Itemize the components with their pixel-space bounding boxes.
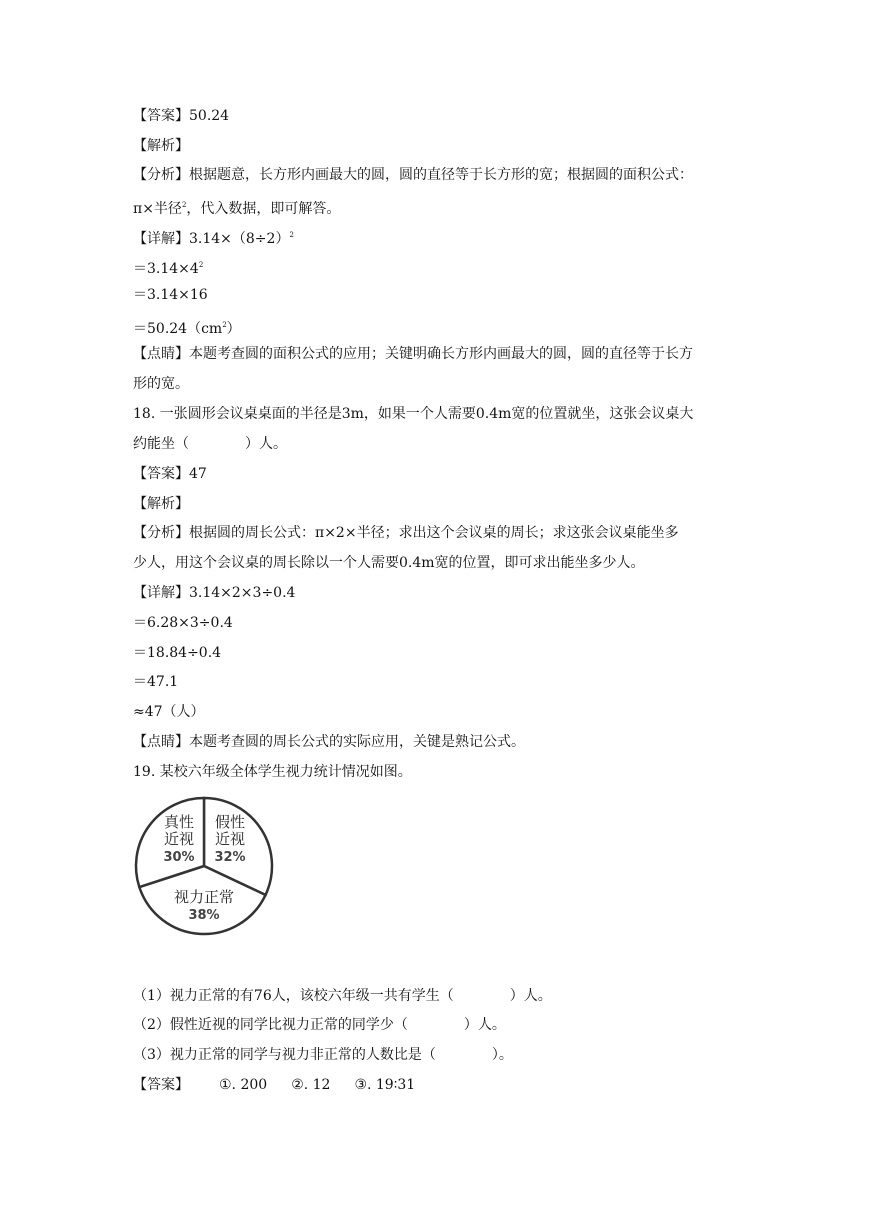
- q18-fenxi-line2: 少人，用这个会议桌的周长除以一个人需要0.4m宽的位置，即可求出能坐多少人。: [133, 555, 645, 571]
- q17-fenxi-line2: [133, 195, 340, 219]
- q17-step1: [133, 255, 203, 279]
- q18-analysis-heading: 【解析】: [133, 496, 189, 512]
- q17-analysis-heading: 【解析】: [133, 138, 189, 154]
- pie-slice-label: 假性: [214, 813, 246, 831]
- q19-sub3: （3）视力正常的同学与视力非正常的人数比是（ ）。: [133, 1047, 513, 1063]
- q17-step3: [133, 315, 241, 339]
- q17-xiangjie: [133, 225, 294, 249]
- q18-step3: ＝47.1: [133, 674, 179, 690]
- q19-question: 19. 某校六年级全体学生视力统计情况如图。: [133, 764, 412, 780]
- q18-fenxi-line1: 【分析】根据圆的周长公式：π×2×半径；求出这个会议桌的周长；求这张会议桌能坐多: [133, 525, 679, 541]
- q18-step4: ≈47（人）: [133, 704, 205, 720]
- q19-sub2: （2）假性近视的同学比视力正常的同学少（ ）人。: [133, 1017, 506, 1033]
- pie-slice-label: 近视: [214, 830, 246, 848]
- q18-dianjing: 【点睛】本题考查圆的周长公式的实际应用，关键是熟记公式。: [133, 734, 525, 750]
- q17-fenxi-text: π×半径: [133, 201, 182, 217]
- q19-answer: [133, 1075, 415, 1095]
- q18-answer: 【答案】47: [133, 466, 207, 482]
- q17-step3-text: ＝50.24（cm: [133, 321, 223, 337]
- pie-slice-percent: 32%: [214, 850, 246, 865]
- q17-step2: ＝3.14×16: [133, 287, 208, 303]
- q19-answer-3: ③. 19∶31: [354, 1077, 416, 1093]
- pie-chart-svg: [133, 795, 275, 937]
- q17-step1-text: ＝3.14×4: [133, 261, 199, 277]
- q17-dianjing-line1: 【点睛】本题考查圆的面积公式的应用；关键明确长方形内画最大的圆，圆的直径等于长方: [133, 346, 693, 362]
- q17-answer: 【答案】50.24: [133, 108, 230, 124]
- q18-step1: ＝6.28×3÷0.4: [133, 615, 233, 631]
- q19-sub1: （1）视力正常的有76人，该校六年级一共有学生（ ）人。: [133, 988, 552, 1004]
- q17-fenxi-text-end: ，代入数据，即可解答。: [186, 201, 341, 217]
- q17-xiangjie-superscript: 2: [289, 231, 294, 239]
- q18-step2: ＝18.84÷0.4: [133, 645, 222, 661]
- pie-slice-percent: 38%: [188, 908, 220, 923]
- q17-fenxi-line1: 【分析】根据题意，长方形内画最大的圆，圆的直径等于长方形的宽；根据圆的面积公式：: [133, 167, 693, 183]
- q19-answer-label: 【答案】: [133, 1077, 189, 1093]
- pie-slice-percent: 30%: [163, 850, 195, 865]
- q19-answer-2: ②. 12: [291, 1077, 331, 1093]
- pie-slice-label: 近视: [163, 830, 195, 848]
- vision-pie-chart: [133, 795, 275, 937]
- q17-step1-superscript: 2: [198, 261, 204, 269]
- q17-xiangjie-text: 【详解】3.14×（8÷2）: [133, 231, 290, 247]
- q17-step3-superscript: 2: [222, 321, 227, 329]
- q17-dianjing-line2: 形的宽。: [133, 376, 189, 392]
- pie-slice-label: 视力正常: [173, 888, 235, 906]
- q19-answer-1: ①. 200: [219, 1077, 268, 1093]
- q17-fenxi-superscript: 2: [181, 201, 187, 209]
- q18-question-line1: 18. 一张圆形会议桌桌面的半径是3m，如果一个人需要0.4m宽的位置就坐，这张会议桌大: [133, 406, 694, 422]
- q18-xiangjie: 【详解】3.14×2×3÷0.4: [133, 585, 296, 601]
- q17-step3-text-end: ）: [226, 321, 241, 337]
- pie-slice-label: 真性: [163, 813, 195, 831]
- q18-question-line2: 约能坐（ ）人。: [133, 436, 287, 452]
